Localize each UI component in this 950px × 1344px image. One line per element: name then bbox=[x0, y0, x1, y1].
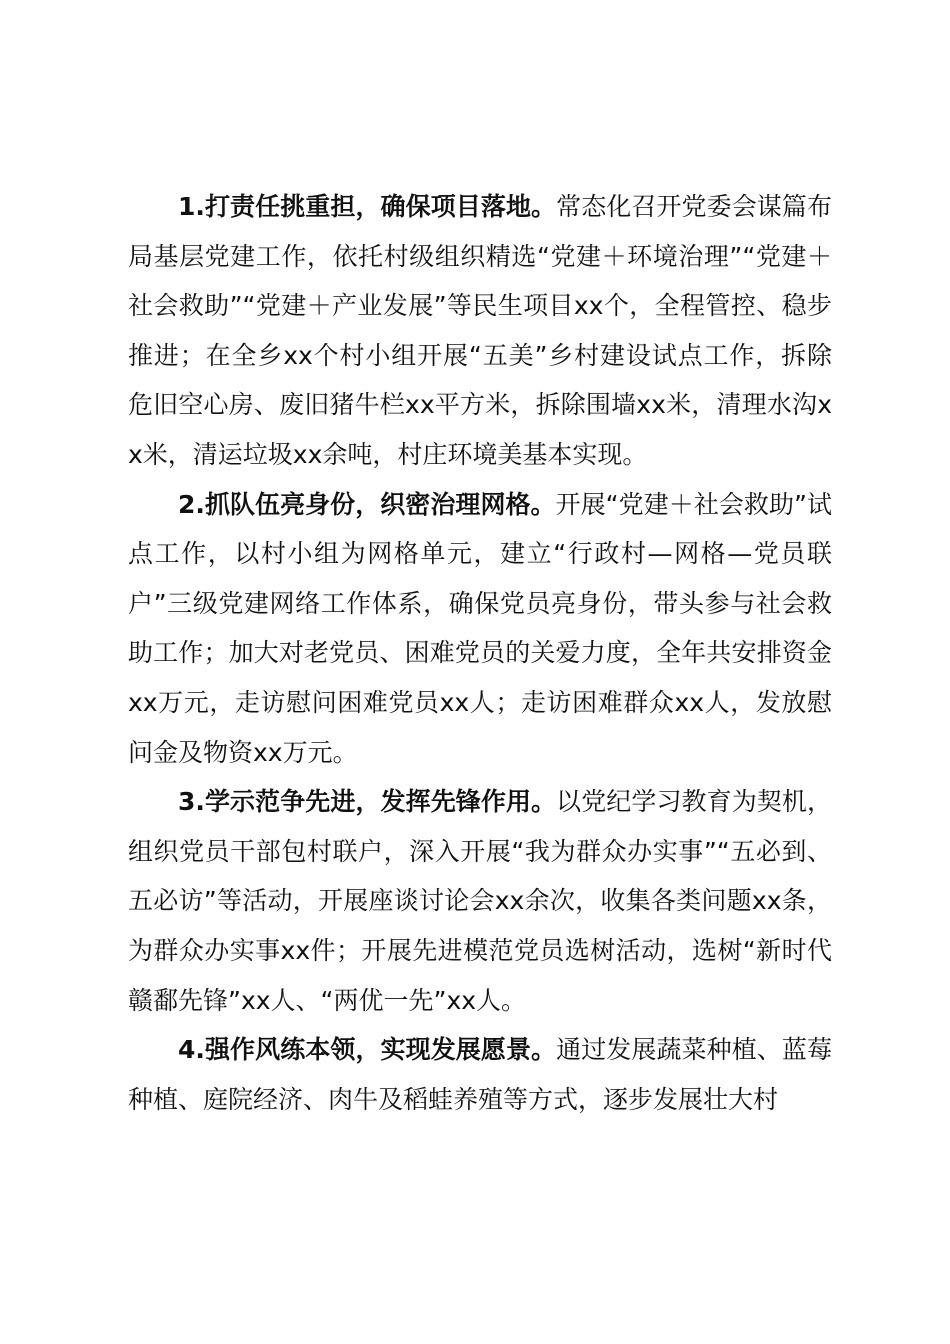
paragraph-4-text: 通过发展蔬菜种植、蓝莓种植、庭院经济、肉牛及稻蛙养殖等方式，逐步发展壮大村 bbox=[128, 1035, 832, 1114]
paragraph-4-heading: 4.强作风练本领，实现发展愿景。 bbox=[178, 1035, 557, 1065]
paragraph-1 bbox=[128, 182, 832, 480]
paragraph-3-text: 以党纪学习教育为契机，组织党员干部包村联户，深入开展“我为群众办实事”“五必到、五必访”等活动，开展座谈讨论会xx余次，收集各类问题xx条，为群众办实事xx件；开展先进模范党员选树活动，选树“新时代赣鄱先锋”xx人、“两优一先”xx人。 bbox=[128, 787, 832, 1015]
paragraph-3-heading: 3.学示范争先进，发挥先锋作用。 bbox=[178, 787, 557, 817]
paragraph-4 bbox=[128, 1025, 832, 1124]
document-body bbox=[128, 182, 832, 1124]
paragraph-1-text: 常态化召开党委会谋篇布局基层党建工作，依托村级组织精选“党建＋环境治理”“党建＋社会救助”“党建＋产业发展”等民生项目xx个，全程管控、稳步推进；在全乡xx个村小组开展“五美”乡村建设试点工作，拆除危旧空心房、废旧猪牛栏xx平方米，拆除围墙xx米，清理水沟xx米，清运垃圾xx余吨，村庄环境美基本实现。 bbox=[128, 192, 832, 469]
paragraph-2 bbox=[128, 480, 832, 778]
paragraph-2-text: 开展“党建＋社会救助”试点工作，以村小组为网格单元，建立“行政村—网格—党员联户”三级党建网络工作体系，确保党员亮身份，带头参与社会救助工作；加大对老党员、困难党员的关爱力度，全年共安排资金xx万元，走访慰问困难党员xx人；走访困难群众xx人，发放慰问金及物资xx万元。 bbox=[128, 489, 833, 767]
paragraph-1-heading: 1.打责任挑重担，确保项目落地。 bbox=[178, 192, 557, 221]
paragraph-3 bbox=[128, 777, 832, 1025]
paragraph-2-heading: 2.抓队伍亮身份，织密治理网格。 bbox=[178, 489, 556, 519]
